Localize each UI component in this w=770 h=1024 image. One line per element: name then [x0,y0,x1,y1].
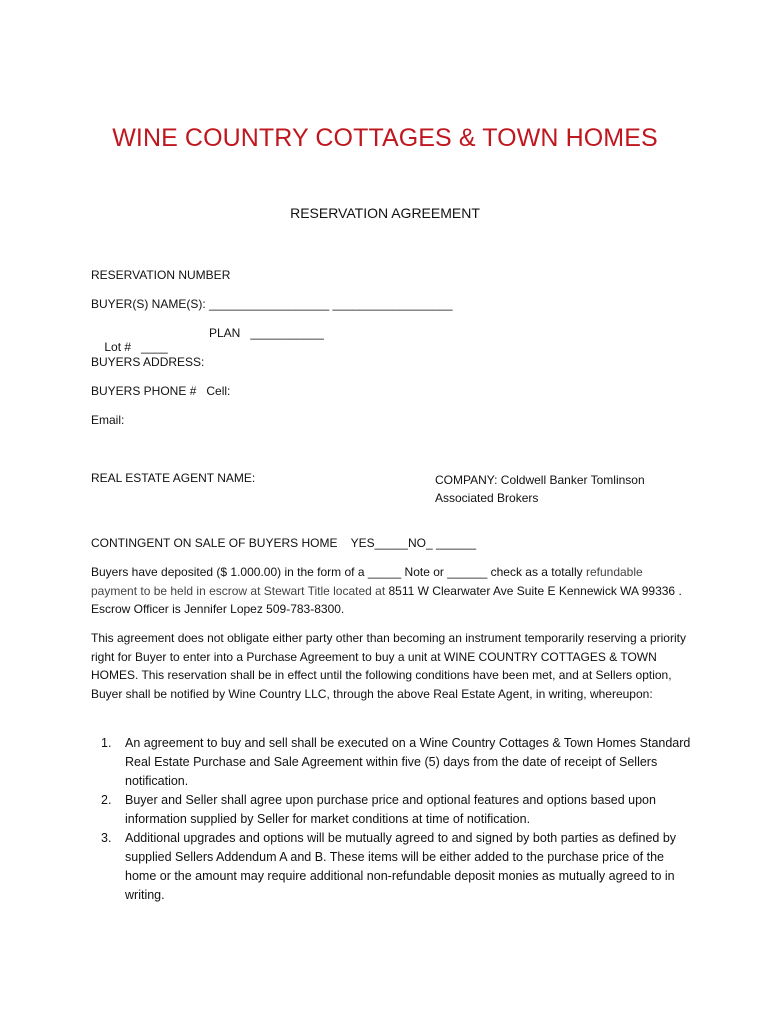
list-item-number: 2. [101,793,112,807]
list-item-text: Additional upgrades and options will be mutually agreed to and signed by both parties as defined by supplied Sellers Addendum A and B. These items will be either added to the purchase price of the home or the amount may require additional non-refundable deposit monies as mutually agreed to in writing. [125,831,677,902]
agreement-paragraph: This agreement does not obligate either party other than becoming an instrument temporarily reserving a priority right for Buyer to enter into a Purchase Agreement to buy a unit at WINE COUNTRY COTTAGES & TOWN HOMES. This reservation shall be in effect until the following conditions have been met, and at Sellers option, Buyer shall be notified by Wine Country LLC, through the above Real Estate Agent, in writing, whereupon: [91,631,686,701]
plan-field: PLAN ___________ [209,326,324,340]
company-field [435,471,695,507]
list-item [91,829,691,905]
deposit-paragraph [91,563,686,619]
company-line-2: Associated Brokers [435,491,539,505]
conditions-list [91,734,691,905]
list-item [91,734,691,791]
deposit-text-2: refundable payment to be held in escrow at Stewart Title located at [91,565,643,598]
buyers-address-field: BUYERS ADDRESS: [91,355,205,369]
buyers-names-field: BUYER(S) NAME(S): __________________ __________________ [91,297,453,311]
lot-field: Lot # ____ [104,340,168,354]
document-subtitle: RESERVATION AGREEMENT [290,205,480,221]
agent-name-field: REAL ESTATE AGENT NAME: [91,471,256,485]
company-line-1: COMPANY: Coldwell Banker Tomlinson [435,473,645,487]
buyers-phone-field: BUYERS PHONE # Cell: [91,384,231,398]
deposit-text-3: 8511 W Clearwater Ave Suite E Kennewick WA 99336 . Escrow Officer is Jennifer Lopez 509-783-8300. [91,583,682,616]
list-item-text: Buyer and Seller shall agree upon purchase price and optional features and options based upon information supplied by Seller for market conditions at time of notification. [125,793,656,826]
list-item-number: 1. [101,736,112,750]
list-item-text: An agreement to buy and sell shall be executed on a Wine Country Cottages & Town Homes Standard Real Estate Purchase and Sale Agreement within five (5) days from the date of receipt of Sellers notification. [125,736,691,788]
reservation-number-field: RESERVATION NUMBER [91,268,231,282]
list-item-number: 3. [101,831,112,845]
email-field: Email: [91,413,125,427]
document-title: WINE COUNTRY COTTAGES & TOWN HOMES [112,124,658,152]
list-item [91,791,691,829]
lot-plan-row [91,326,324,382]
deposit-text-1: Buyers have deposited ($ 1.000.00) in the form of a _____ Note or ______ check as a totally [91,565,586,579]
contingent-field: CONTINGENT ON SALE OF BUYERS HOME YES_____NO_ ______ [91,536,477,550]
